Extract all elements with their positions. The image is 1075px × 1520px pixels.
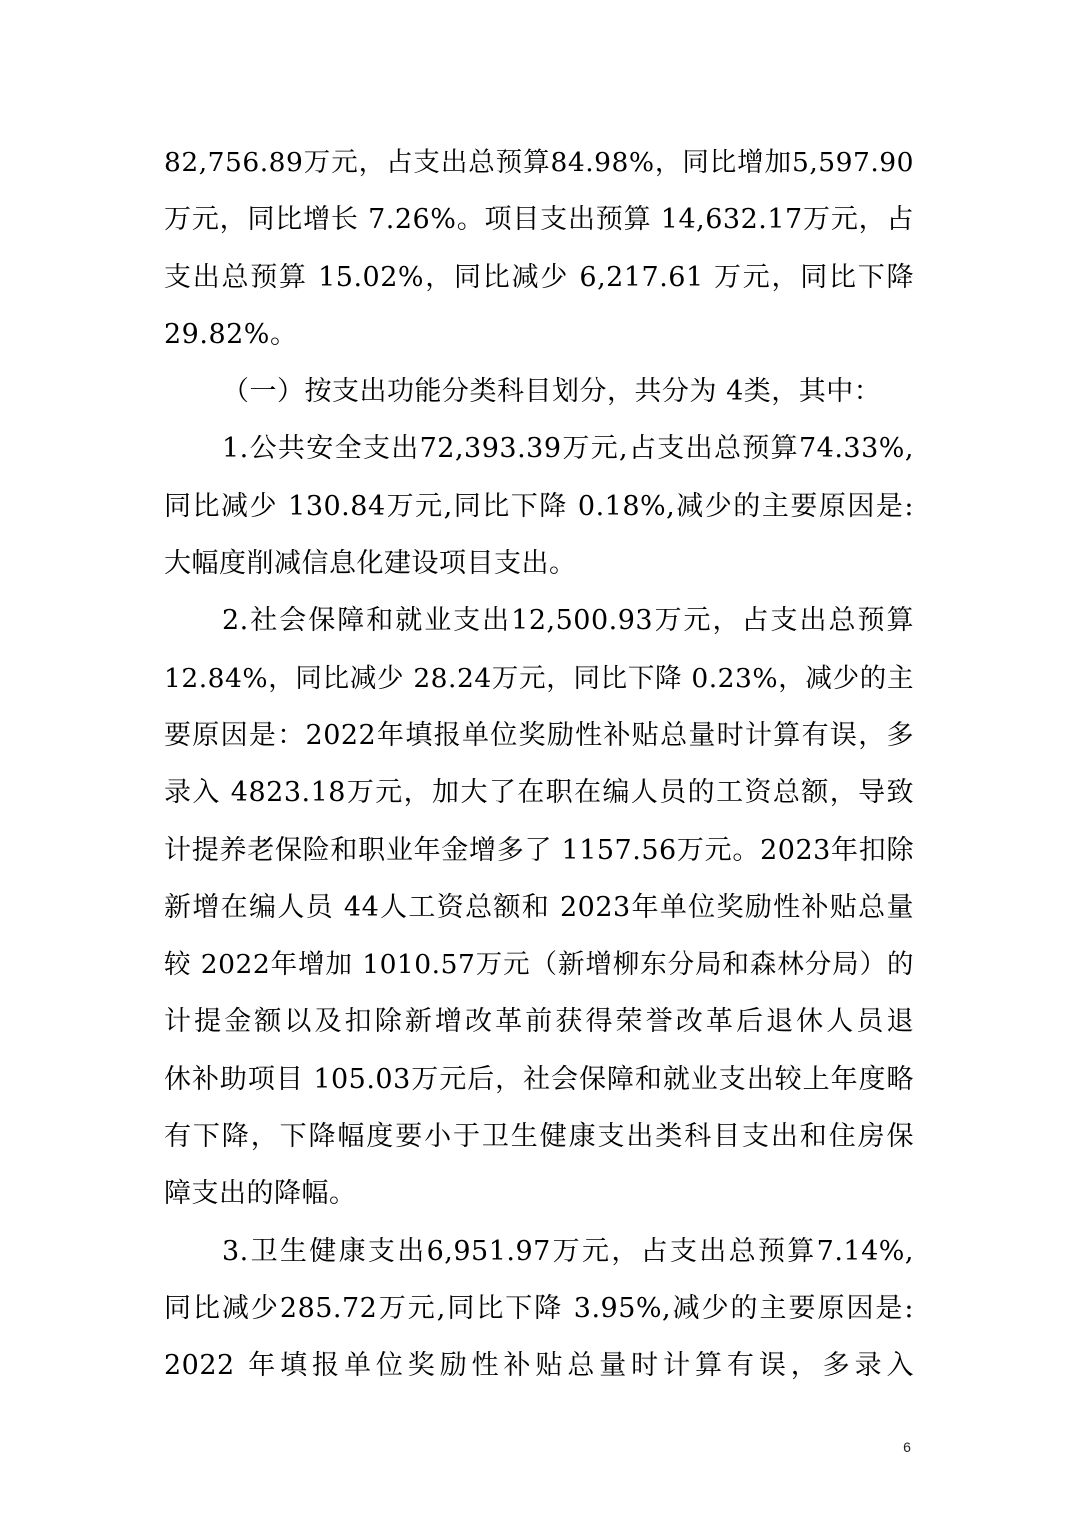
text-line: 2022 年填报单位奖励性补贴总量时计算有误，多录入: [164, 1350, 914, 1382]
text-line: 2.社会保障和就业支出12,500.93万元，占支出总预算: [222, 605, 914, 637]
paragraph-item-1: [164, 420, 914, 592]
heading-line: （一）按支出功能分类科目划分，共分为 4类，其中：: [222, 376, 882, 408]
text-line: 大幅度削减信息化建设项目支出。: [164, 548, 577, 580]
paragraph-item-2: [164, 592, 914, 1222]
text-line: 计提养老保险和职业年金增多了 1157.56万元。2023年扣除: [164, 834, 914, 866]
text-line: 录入 4823.18万元，加大了在职在编人员的工资总额，导致: [164, 777, 914, 809]
text-line: 1.公共安全支出72,393.39万元,占支出总预算74.33%,: [222, 433, 914, 465]
paragraph-intro-continued: [164, 134, 914, 363]
text-line: 同比减少 130.84万元,同比下降 0.18%,减少的主要原因是:: [164, 490, 914, 522]
text-line: 12.84%，同比减少 28.24万元，同比下降 0.23%，减少的主: [164, 662, 914, 694]
text-line: 29.82%。: [164, 318, 298, 350]
text-line: 同比减少285.72万元,同比下降 3.95%,减少的主要原因是:: [164, 1292, 914, 1324]
text-line: 新增在编人员 44人工资总额和 2023年单位奖励性补贴总量: [164, 891, 914, 923]
text-line: 支出总预算 15.02%，同比减少 6,217.61 万元，同比下降: [164, 261, 914, 293]
text-line: 计提金额以及扣除新增改革前获得荣誉改革后退休人员退: [164, 1006, 914, 1038]
text-line: 较 2022年增加 1010.57万元（新增柳东分局和森林分局）的: [164, 949, 914, 981]
text-line: 障支出的降幅。: [164, 1178, 357, 1210]
page-number: 6: [903, 1439, 911, 1455]
section-heading: [164, 363, 914, 420]
text-line: 休补助项目 105.03万元后，社会保障和就业支出较上年度略: [164, 1063, 914, 1095]
text-line: 3.卫生健康支出6,951.97万元，占支出总预算7.14%,: [222, 1235, 914, 1267]
text-line: 要原因是：2022年填报单位奖励性补贴总量时计算有误，多: [164, 719, 914, 751]
text-line: 有下降，下降幅度要小于卫生健康支出类科目支出和住房保: [164, 1121, 914, 1153]
document-body: [164, 134, 914, 1395]
paragraph-item-3: [164, 1223, 914, 1395]
text-line: 万元，同比增长 7.26%。项目支出预算 14,632.17万元，占: [164, 204, 914, 236]
text-line: 82,756.89万元，占支出总预算84.98%，同比增加5,597.90: [164, 147, 914, 178]
